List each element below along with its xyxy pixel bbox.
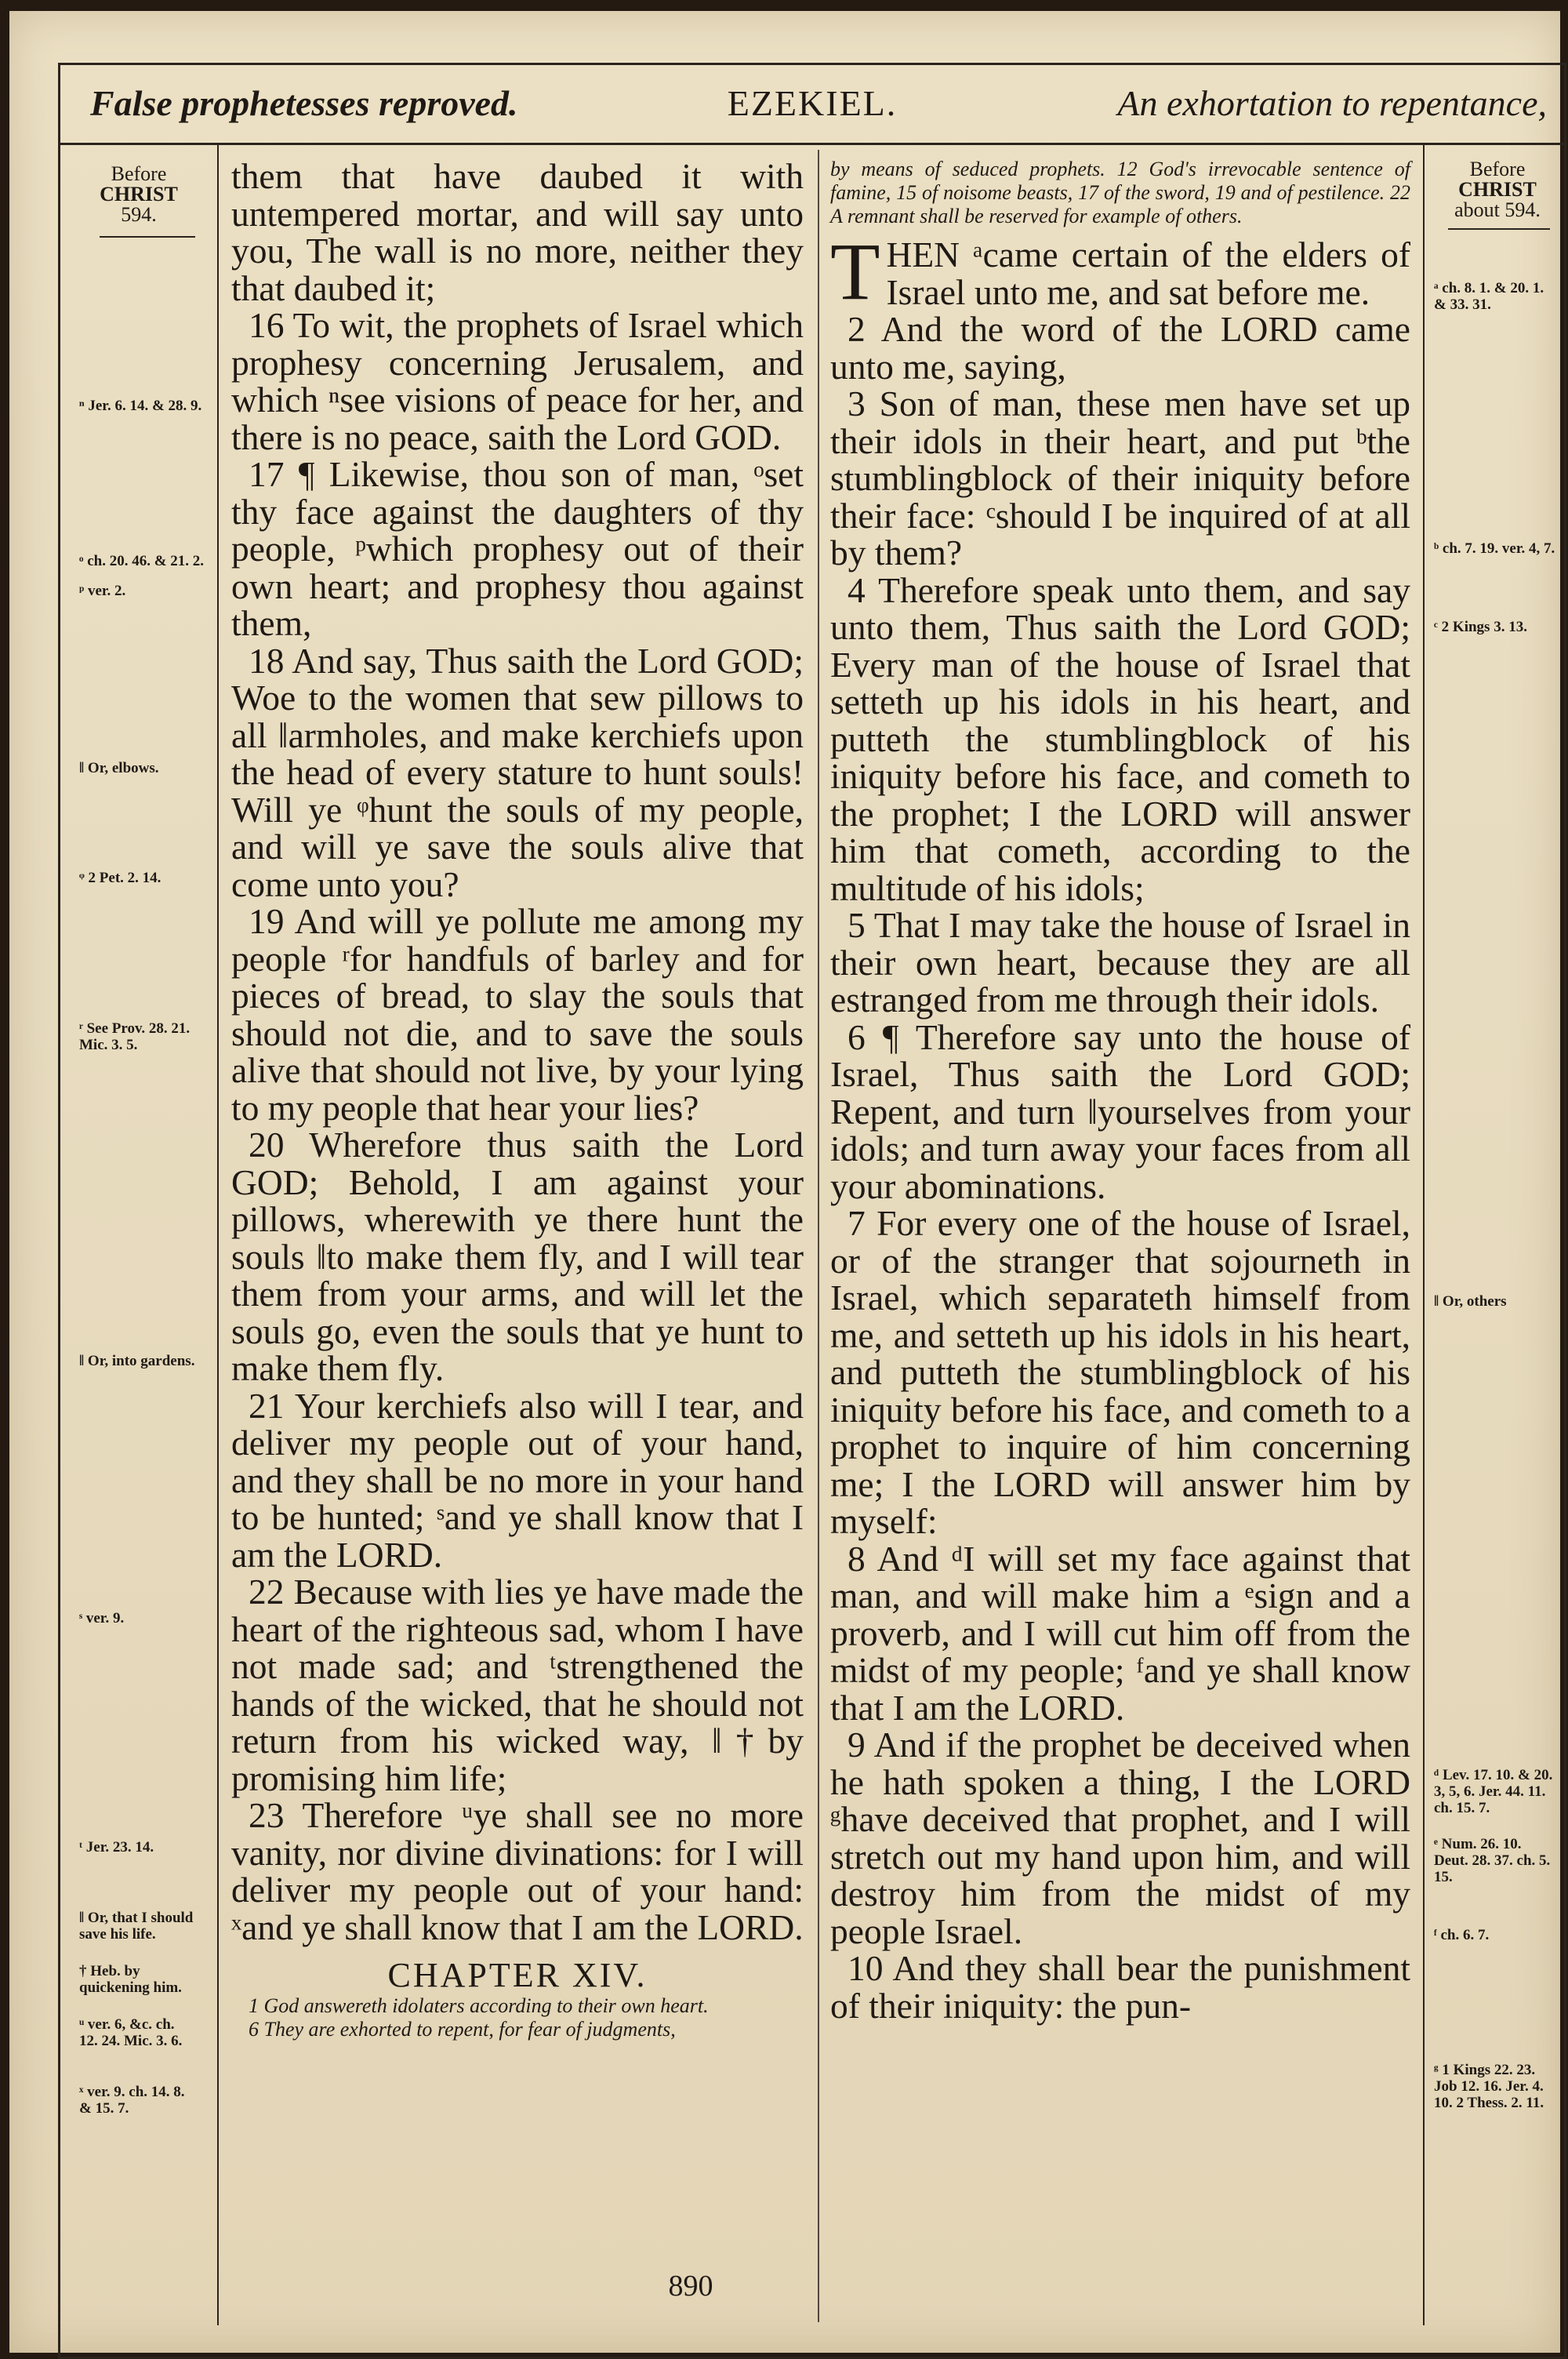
right-note-3: ᶜ 2 Kings 3. 13. bbox=[1434, 619, 1527, 635]
verse-20: 20 Wherefore thus saith the Lord GOD; Behold, I am against your pillows, wherewith ye there hunt the souls ‖to make them fly, and I will tear them from your arms, and will let the souls go, even the souls that ye hunt to make them fly. bbox=[231, 1125, 804, 1388]
text-column-right bbox=[830, 158, 1410, 2024]
left-note-4: ‖ Or, elbows. bbox=[79, 760, 159, 776]
left-margin-date-rule bbox=[100, 236, 195, 238]
left-note-11: † Heb. by quickening him. bbox=[79, 1963, 182, 1996]
page-frame bbox=[58, 63, 1566, 2359]
left-note-8: ˢ ver. 9. bbox=[79, 1610, 125, 1627]
verse-1-block bbox=[830, 227, 1410, 317]
left-note-10: ‖ Or, that I should save his life. bbox=[79, 1910, 194, 1943]
left-margin-date-line1: Before bbox=[111, 162, 167, 185]
verse-22: 22 Because with lies ye have made the heart of the righteous sad, whom I have not made sad; and ᵗstrengthened the hands of the wicked, that he should not return from his wicked way, ‖†by promising him life; bbox=[231, 1572, 804, 1798]
verse-8: 8 And ᵈI will set my face against that man, and will make him a ᵉsign and a proverb, and I will cut him off from the midst of my people; ᶠand ye shall know that I am the LORD. bbox=[830, 1538, 1410, 1728]
left-note-3: ᵖ ver. 2. bbox=[79, 583, 126, 599]
right-note-1: ᵃ ch. 8. 1. & 20. 1. & 33. 31. bbox=[1434, 280, 1544, 313]
verse-21: 21 Your kerchiefs also will I tear, and deliver my people out of your hand, and they shall be no more in your hand to be hunted; ˢand ye shall know that I am the LORD. bbox=[231, 1385, 804, 1575]
chapter-summary-2: 6 They are exhorted to repent, for fear of judgments, bbox=[249, 2017, 676, 2041]
chapter-heading: CHAPTER XIV. bbox=[387, 1956, 648, 1994]
verse-6: 6 ¶ Therefore say unto the house of Israel, Thus saith the Lord GOD; Repent, and turn ‖yourselves from your idols; and turn away your faces from all your abominations. bbox=[830, 1016, 1410, 1206]
verse-4: 4 Therefore speak unto them, and say unto them, Thus saith the Lord GOD; Every man of the house of Israel that setteth up his idols in his heart, and putteth the stumblingblock of his iniquity before his face, and cometh to the prophet; I the LORD will answer him that cometh, according to the multitude of his idols; bbox=[830, 569, 1410, 908]
left-note-9: ᵗ Jer. 23. 14. bbox=[79, 1839, 154, 1856]
left-note-1: ⁿ Jer. 6. 14. & 28. 9. bbox=[79, 398, 202, 414]
right-note-6: ᵉ Num. 26. 10. Deut. 28. 37. ch. 5. 15. bbox=[1434, 1836, 1551, 1885]
text-column-left bbox=[231, 158, 804, 2041]
verse-23: 23 Therefore ᵘye shall see no more vanity, nor divine divinations: for I will deliver my people out of your hand: ˣand ye shall know that I am the LORD. bbox=[231, 1795, 804, 1947]
verse-9: 9 And if the prophet be deceived when he hath spoken a thing, I the LORD ᵍhave deceived that prophet, and I will stretch out my hand upon him, and will destroy him from the midst of my people Israel. bbox=[830, 1725, 1410, 1951]
header-book-title: EZEKIEL. bbox=[727, 83, 898, 123]
running-header bbox=[60, 65, 1564, 145]
left-margin-rule bbox=[217, 145, 219, 2325]
right-margin-rule bbox=[1423, 145, 1425, 2325]
right-note-4: ‖ Or, others bbox=[1434, 1293, 1507, 1310]
right-note-7: ᶠ ch. 6. 7. bbox=[1434, 1927, 1490, 1943]
chapter-summary-continued: by means of seduced prophets. 12 God's irrevocable sentence of famine, 15 of noisome beasts, 17 of the sword, 19 and of pestilence. 22 A remnant shall be reserved for example of others. bbox=[830, 158, 1410, 227]
left-note-7: ‖ Or, into gardens. bbox=[79, 1353, 195, 1369]
left-margin-date-line2: CHRIST bbox=[100, 183, 178, 205]
center-column-rule bbox=[818, 150, 819, 2322]
verse-1: HEN ᵃcame certain of the elders of Israel unto me, and sat before me. bbox=[886, 234, 1410, 312]
bible-page bbox=[9, 11, 1560, 2353]
verse-2: 2 And the word of the LORD came unto me, saying, bbox=[830, 309, 1410, 387]
right-note-2: ᵇ ch. 7. 19. ver. 4, 7. bbox=[1434, 540, 1555, 557]
verse-10: 10 And they shall bear the punishment of their iniquity: the pun- bbox=[830, 1948, 1410, 2026]
right-margin-date bbox=[1434, 159, 1561, 220]
left-note-2: ᵒ ch. 20. 46. & 21. 2. bbox=[79, 553, 205, 569]
chapter-summary-1: 1 God answereth idolaters according to their own heart. bbox=[249, 1994, 709, 2017]
page-number: 890 bbox=[668, 2270, 713, 2303]
drop-cap-letter: T bbox=[830, 227, 880, 317]
header-left-title: False prophetesses reproved. bbox=[90, 83, 518, 123]
right-note-8: ᵍ 1 Kings 22. 23. Job 12. 16. Jer. 4. 10. 2 Thess. 2. 11. bbox=[1434, 2062, 1544, 2111]
right-margin-date-line3: about 594. bbox=[1454, 198, 1541, 221]
left-note-13: ˣ ver. 9. ch. 14. 8. & 15. 7. bbox=[79, 2084, 185, 2117]
right-margin-date-rule bbox=[1448, 228, 1550, 230]
verse-17: 17 ¶ Likewise, thou son of man, ᵒset thy face against the daughters of thy people, ᵖwhich prophesy out of their own heart; and prophesy thou against them, bbox=[231, 454, 804, 643]
left-note-5: ᵠ 2 Pet. 2. 14. bbox=[79, 870, 162, 886]
left-margin-date bbox=[76, 164, 201, 225]
left-margin-date-line3: 594. bbox=[121, 203, 157, 226]
header-right-title: An exhortation to repentance, bbox=[1117, 83, 1547, 123]
verse-3: 3 Son of man, these men have set up their idols in their heart, and put ᵇthe stumblingblock of their iniquity before their face: ᶜshould I be inquired of at all by them? bbox=[830, 383, 1410, 572]
verse-19: 19 And will ye pollute me among my people ʳfor handfuls of barley and for pieces of bread, to slay the souls that should not die, and to save the souls alive that should not live, by your lying to my people that hear your lies? bbox=[231, 901, 804, 1128]
verse-7: 7 For every one of the house of Israel, or of the stranger that sojourneth in Israel, which separateth himself from me, and setteth up his idols in his heart, and putteth the stumblingblock of his iniquity before his face, and cometh to a prophet to inquire of him concerning me; I the LORD will answer him by myself: bbox=[830, 1203, 1410, 1541]
verse-14-15-continuation: them that have daubed it with untempered mortar, and will say unto you, The wall is no more, neither they that daubed it; bbox=[231, 156, 804, 308]
right-margin-date-line2: CHRIST bbox=[1458, 178, 1537, 201]
verse-18: 18 And say, Thus saith the Lord GOD; Woe to the women that sew pillows to all ‖armholes, and make kerchiefs upon the head of every stature to hunt souls! Will ye ᵠhunt the souls of my people, and will ye save the souls alive that come unto you? bbox=[231, 640, 804, 904]
verse-5: 5 That I may take the house of Israel in their own heart, because they are all estranged from me through their idols. bbox=[830, 905, 1410, 1020]
left-note-6: ʳ See Prov. 28. 21. Mic. 3. 5. bbox=[79, 1020, 191, 1053]
right-margin-date-line1: Before bbox=[1469, 158, 1526, 180]
left-note-12: ᵘ ver. 6, &c. ch. 12. 24. Mic. 3. 6. bbox=[79, 2016, 183, 2049]
right-note-5: ᵈ Lev. 17. 10. & 20. 3, 5, 6. Jer. 44. 11. ch. 15. 7. bbox=[1434, 1767, 1553, 1816]
verse-16: 16 To wit, the prophets of Israel which prophesy concerning Jerusalem, and which ⁿsee visions of peace for her, and there is no peace, saith the Lord GOD. bbox=[231, 305, 804, 457]
